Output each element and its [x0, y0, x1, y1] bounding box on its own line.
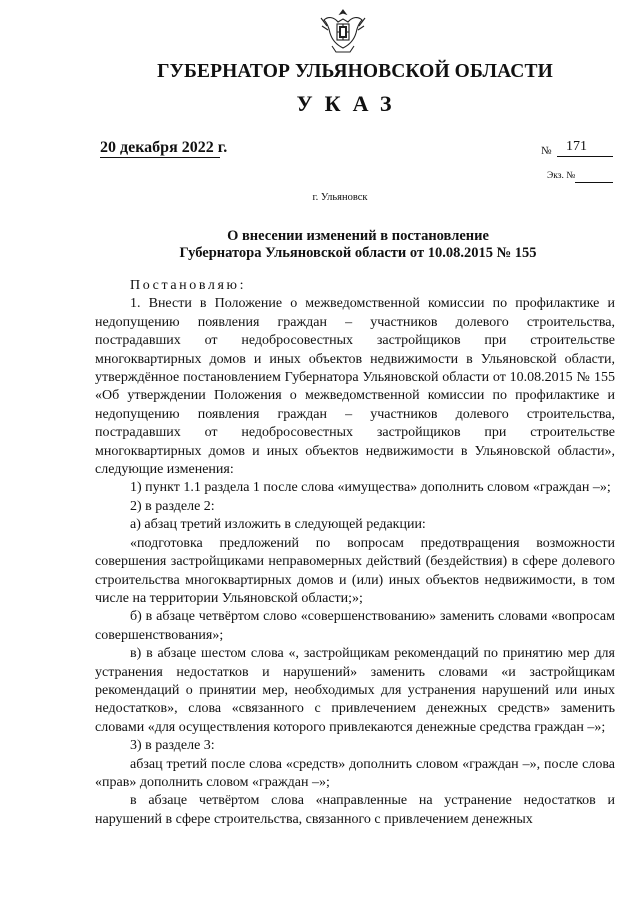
- document-body: [95, 277, 615, 829]
- paragraph: а) абзац третий изложить в следующей редакции:: [130, 517, 426, 533]
- issue-city: г. Ульяновск: [312, 192, 368, 203]
- paragraph: в) в абзаце шестом слова «, застройщикам рекомендаций по принятию мер для устранения недостатков и нарушений» заменить словами «и застройщикам рекомендаций о принятии мер, необходимых для устранения нарушений или иных недостатков», слова «связанного с привлечением денежных средств» заменить словами «для осуществления которого привлекаются денежные средства граждан –»;: [95, 646, 615, 735]
- number-underline: [557, 156, 613, 157]
- document-type: УКАЗ: [296, 91, 404, 116]
- document-date: 20 декабря 2022 г.: [100, 139, 228, 156]
- issuer-title: ГУБЕРНАТОР УЛЬЯНОВСКОЙ ОБЛАСТИ: [157, 61, 553, 82]
- subject-line: Губернатора Ульяновской области от 10.08.2015 № 155: [179, 245, 537, 261]
- paragraph: 2) в разделе 2:: [130, 498, 215, 514]
- coat-of-arms-icon: [318, 6, 368, 56]
- paragraph: 1) пункт 1.1 раздела 1 после слова «имущества» дополнить словом «граждан –»;: [130, 480, 611, 496]
- paragraph: абзац третий после слова «средств» дополнить словом «граждан –», после слова «прав» дополнить словом «граждан –»;: [95, 756, 615, 790]
- copy-number-label: Экз. №: [547, 171, 576, 181]
- preamble: Постановляю:: [130, 278, 247, 293]
- number-prefix: №: [541, 145, 552, 157]
- document-subject: [0, 228, 640, 262]
- paragraph: 1. Внести в Положение о межведомственной комиссии по профилактике и недопущению появления граждан – участников долевого строительства, пострадавших от недобросовестных застройщиков при строительстве многоквартирных домов и иных объектов недвижимости в Ульяновской области, утверждённое постановлением Губернатора Ульяновской области от 10.08.2015 № 155 «Об утверждении Положения о межведомственной комиссии по профилактике и недопущению появления граждан – участников долевого строительства, пострадавших от недобросовестных застройщиков при строительстве многоквартирных домов и иных объектов недвижимости в Ульяновской области», следующие изменения:: [95, 296, 615, 478]
- paragraph: 3) в разделе 3:: [130, 738, 215, 754]
- date-underline: [100, 157, 220, 158]
- subject-line: О внесении изменений в постановление: [227, 228, 489, 244]
- paragraph: «подготовка предложений по вопросам предотвращения возможности совершения застройщиками неправомерных действий (бездействия) в сфере долевого строительства многоквартирных домов и (или) иных объектов недвижимости, в том числе на территории Ульяновской области;»;: [95, 535, 615, 606]
- paragraph: б) в абзаце четвёртом слово «совершенствованию» заменить словами «вопросам совершенствования»;: [95, 609, 615, 643]
- paragraph: в абзаце четвёртом слова «направленные на устранение недостатков и нарушений в сфере строительства, связанного с привлечением денежных: [95, 793, 615, 827]
- document-number: 171: [566, 139, 587, 154]
- copy-number-line: [575, 182, 613, 183]
